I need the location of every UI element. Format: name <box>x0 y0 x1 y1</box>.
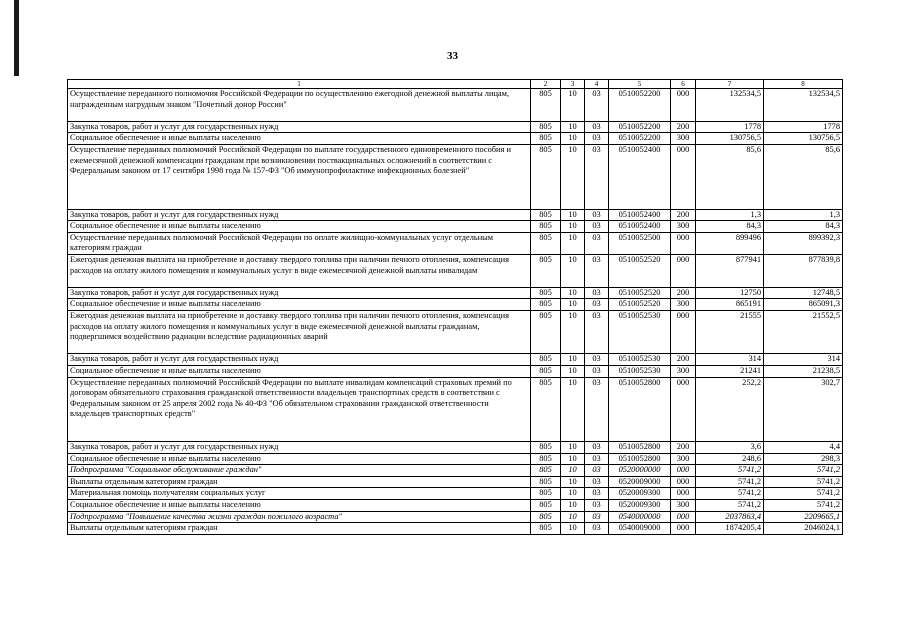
subsection-cell: 03 <box>585 310 609 353</box>
subsection-cell: 03 <box>585 377 609 442</box>
expense-type-cell: 200 <box>671 287 696 299</box>
target-article-cell: 0520009000 <box>609 476 671 488</box>
code-cell: 805 <box>531 476 561 488</box>
target-article-cell: 0510052530 <box>609 354 671 366</box>
code-cell: 805 <box>531 232 561 254</box>
section-cell: 10 <box>561 89 585 122</box>
expense-type-cell: 000 <box>671 523 696 535</box>
section-cell: 10 <box>561 133 585 145</box>
subsection-cell: 03 <box>585 133 609 145</box>
subsection-cell: 03 <box>585 365 609 377</box>
amount-cell: 899496 <box>696 232 764 254</box>
amount-cell: 865091,3 <box>764 299 843 311</box>
section-cell: 10 <box>561 511 585 523</box>
amount-cell: 5741,2 <box>764 476 843 488</box>
amount-cell: 21552,5 <box>764 310 843 353</box>
expense-type-cell: 200 <box>671 209 696 221</box>
code-cell: 805 <box>531 465 561 477</box>
amount-cell: 877839,8 <box>764 254 843 287</box>
header-cell: 1 <box>68 80 531 89</box>
table-row <box>68 354 843 366</box>
table-row <box>68 89 843 122</box>
table-row <box>68 144 843 209</box>
amount-cell: 252,2 <box>696 377 764 442</box>
amount-cell: 1874205,4 <box>696 523 764 535</box>
subsection-cell: 03 <box>585 488 609 500</box>
row-name-cell: Социальное обеспечение и иные выплаты населению <box>68 500 531 512</box>
code-cell: 805 <box>531 354 561 366</box>
row-name-cell: Подпрограмма "Повышение качества жизни граждан пожилого возраста" <box>68 511 531 523</box>
section-cell: 10 <box>561 465 585 477</box>
code-cell: 805 <box>531 453 561 465</box>
section-cell: 10 <box>561 310 585 353</box>
page-number: 33 <box>447 50 458 62</box>
code-cell: 805 <box>531 442 561 454</box>
amount-cell: 5741,2 <box>696 488 764 500</box>
subsection-cell: 03 <box>585 121 609 133</box>
expense-type-cell: 300 <box>671 453 696 465</box>
amount-cell: 5741,2 <box>696 465 764 477</box>
code-cell: 805 <box>531 500 561 512</box>
target-article-cell: 0510052520 <box>609 287 671 299</box>
expense-type-cell: 000 <box>671 232 696 254</box>
table-row <box>68 232 843 254</box>
section-cell: 10 <box>561 254 585 287</box>
amount-cell: 1778 <box>696 121 764 133</box>
amount-cell: 302,7 <box>764 377 843 442</box>
header-row <box>68 80 843 89</box>
amount-cell: 5741,2 <box>764 465 843 477</box>
amount-cell: 2046024,1 <box>764 523 843 535</box>
amount-cell: 130756,5 <box>764 133 843 145</box>
subsection-cell: 03 <box>585 287 609 299</box>
header-cell: 2 <box>531 80 561 89</box>
row-name-cell: Выплаты отдельным категориям граждан <box>68 476 531 488</box>
section-cell: 10 <box>561 476 585 488</box>
target-article-cell: 0520000000 <box>609 465 671 477</box>
target-article-cell: 0510052530 <box>609 310 671 353</box>
row-name-cell: Закупка товаров, работ и услуг для государственных нужд <box>68 442 531 454</box>
binding-mark <box>14 0 19 76</box>
code-cell: 805 <box>531 133 561 145</box>
target-article-cell: 0510052200 <box>609 89 671 122</box>
subsection-cell: 03 <box>585 354 609 366</box>
table-row <box>68 523 843 535</box>
section-cell: 10 <box>561 488 585 500</box>
code-cell: 805 <box>531 144 561 209</box>
amount-cell: 3,6 <box>696 442 764 454</box>
amount-cell: 21555 <box>696 310 764 353</box>
expense-type-cell: 000 <box>671 144 696 209</box>
table-row <box>68 442 843 454</box>
amount-cell: 298,3 <box>764 453 843 465</box>
subsection-cell: 03 <box>585 476 609 488</box>
code-cell: 805 <box>531 89 561 122</box>
subsection-cell: 03 <box>585 221 609 233</box>
table-row <box>68 500 843 512</box>
expense-type-cell: 200 <box>671 442 696 454</box>
row-name-cell: Подпрограмма "Социальное обслуживание граждан" <box>68 465 531 477</box>
amount-cell: 130756,5 <box>696 133 764 145</box>
amount-cell: 5741,2 <box>764 500 843 512</box>
table-row <box>68 121 843 133</box>
amount-cell: 877941 <box>696 254 764 287</box>
amount-cell: 21241 <box>696 365 764 377</box>
amount-cell: 85,6 <box>764 144 843 209</box>
amount-cell: 899392,3 <box>764 232 843 254</box>
table-row <box>68 465 843 477</box>
amount-cell: 4,4 <box>764 442 843 454</box>
expense-type-cell: 300 <box>671 365 696 377</box>
expense-type-cell: 000 <box>671 310 696 353</box>
row-name-cell: Закупка товаров, работ и услуг для государственных нужд <box>68 209 531 221</box>
table-row <box>68 209 843 221</box>
section-cell: 10 <box>561 121 585 133</box>
table-row <box>68 476 843 488</box>
budget-table <box>67 79 843 535</box>
row-name-cell: Осуществление переданных полномочий Российской Федерации по выплате государственного единовременного пособия и ежемесячной денежной компенсации гражданам при возникновении поствакцинальных осложнений в соответствии с Федеральным законом от 17 сентября 1998 года № 157-ФЗ "Об иммунопрофилактике инфекционных болезней" <box>68 144 531 209</box>
subsection-cell: 03 <box>585 442 609 454</box>
row-name-cell: Материальная помощь получателям социальных услуг <box>68 488 531 500</box>
table-row <box>68 365 843 377</box>
amount-cell: 5741,2 <box>696 476 764 488</box>
expense-type-cell: 000 <box>671 377 696 442</box>
target-article-cell: 0540000000 <box>609 511 671 523</box>
subsection-cell: 03 <box>585 89 609 122</box>
amount-cell: 314 <box>764 354 843 366</box>
expense-type-cell: 000 <box>671 254 696 287</box>
code-cell: 805 <box>531 377 561 442</box>
row-name-cell: Закупка товаров, работ и услуг для государственных нужд <box>68 287 531 299</box>
subsection-cell: 03 <box>585 209 609 221</box>
target-article-cell: 0510052400 <box>609 221 671 233</box>
section-cell: 10 <box>561 144 585 209</box>
amount-cell: 5741,2 <box>764 488 843 500</box>
amount-cell: 248,6 <box>696 453 764 465</box>
amount-cell: 314 <box>696 354 764 366</box>
subsection-cell: 03 <box>585 254 609 287</box>
section-cell: 10 <box>561 365 585 377</box>
row-name-cell: Ежегодная денежная выплата на приобретение и доставку твердого топлива при наличии печного отопления, компенсация расходов на оплату жилого помещения и коммунальных услуг в виде ежемесячной денежной выплаты инвалидам <box>68 254 531 287</box>
amount-cell: 2209665,1 <box>764 511 843 523</box>
amount-cell: 12750 <box>696 287 764 299</box>
subsection-cell: 03 <box>585 144 609 209</box>
amount-cell: 132534,5 <box>696 89 764 122</box>
expense-type-cell: 000 <box>671 476 696 488</box>
expense-type-cell: 000 <box>671 89 696 122</box>
code-cell: 805 <box>531 488 561 500</box>
amount-cell: 85,6 <box>696 144 764 209</box>
target-article-cell: 0540009000 <box>609 523 671 535</box>
target-article-cell: 0510052500 <box>609 232 671 254</box>
code-cell: 805 <box>531 287 561 299</box>
row-name-cell: Социальное обеспечение и иные выплаты населению <box>68 365 531 377</box>
row-name-cell: Закупка товаров, работ и услуг для государственных нужд <box>68 354 531 366</box>
subsection-cell: 03 <box>585 232 609 254</box>
header-cell: 4 <box>585 80 609 89</box>
code-cell: 805 <box>531 310 561 353</box>
section-cell: 10 <box>561 377 585 442</box>
section-cell: 10 <box>561 500 585 512</box>
row-name-cell: Ежегодная денежная выплата на приобретение и доставку твердого топлива при наличии печного отопления, компенсация расходов на оплату жилого помещения и коммунальных услуг в виде ежемесячной денежной выплаты гражданам, подвергшимся воздействию радиации вследствие радиационных аварий <box>68 310 531 353</box>
table-row <box>68 299 843 311</box>
expense-type-cell: 300 <box>671 221 696 233</box>
row-name-cell: Социальное обеспечение и иные выплаты населению <box>68 221 531 233</box>
amount-cell: 21238,5 <box>764 365 843 377</box>
amount-cell: 12748,5 <box>764 287 843 299</box>
section-cell: 10 <box>561 354 585 366</box>
amount-cell: 132534,5 <box>764 89 843 122</box>
expense-type-cell: 000 <box>671 511 696 523</box>
row-name-cell: Закупка товаров, работ и услуг для государственных нужд <box>68 121 531 133</box>
row-name-cell: Выплаты отдельным категориям граждан <box>68 523 531 535</box>
table-row <box>68 488 843 500</box>
target-article-cell: 0510052400 <box>609 209 671 221</box>
subsection-cell: 03 <box>585 299 609 311</box>
table-body <box>68 80 843 535</box>
row-name-cell: Социальное обеспечение и иные выплаты населению <box>68 133 531 145</box>
table-row <box>68 221 843 233</box>
section-cell: 10 <box>561 287 585 299</box>
code-cell: 805 <box>531 523 561 535</box>
table-row <box>68 254 843 287</box>
amount-cell: 1778 <box>764 121 843 133</box>
section-cell: 10 <box>561 442 585 454</box>
code-cell: 805 <box>531 365 561 377</box>
table-row <box>68 287 843 299</box>
row-name-cell: Социальное обеспечение и иные выплаты населению <box>68 299 531 311</box>
code-cell: 805 <box>531 121 561 133</box>
table-row <box>68 377 843 442</box>
section-cell: 10 <box>561 232 585 254</box>
section-cell: 10 <box>561 209 585 221</box>
table-row <box>68 133 843 145</box>
amount-cell: 5741,2 <box>696 500 764 512</box>
code-cell: 805 <box>531 221 561 233</box>
section-cell: 10 <box>561 453 585 465</box>
target-article-cell: 0510052800 <box>609 453 671 465</box>
section-cell: 10 <box>561 221 585 233</box>
expense-type-cell: 300 <box>671 133 696 145</box>
header-cell: 3 <box>561 80 585 89</box>
target-article-cell: 0510052520 <box>609 254 671 287</box>
target-article-cell: 0510052520 <box>609 299 671 311</box>
subsection-cell: 03 <box>585 453 609 465</box>
table-row <box>68 511 843 523</box>
target-article-cell: 0520009300 <box>609 488 671 500</box>
target-article-cell: 0510052400 <box>609 144 671 209</box>
subsection-cell: 03 <box>585 500 609 512</box>
code-cell: 805 <box>531 511 561 523</box>
expense-type-cell: 200 <box>671 354 696 366</box>
header-cell: 5 <box>609 80 671 89</box>
code-cell: 805 <box>531 299 561 311</box>
code-cell: 805 <box>531 209 561 221</box>
table-row <box>68 453 843 465</box>
expense-type-cell: 300 <box>671 500 696 512</box>
expense-type-cell: 000 <box>671 465 696 477</box>
subsection-cell: 03 <box>585 511 609 523</box>
target-article-cell: 0520009300 <box>609 500 671 512</box>
amount-cell: 2037863,4 <box>696 511 764 523</box>
expense-type-cell: 200 <box>671 121 696 133</box>
target-article-cell: 0510052200 <box>609 121 671 133</box>
expense-type-cell: 000 <box>671 488 696 500</box>
expense-type-cell: 300 <box>671 299 696 311</box>
target-article-cell: 0510052200 <box>609 133 671 145</box>
amount-cell: 1,3 <box>696 209 764 221</box>
section-cell: 10 <box>561 523 585 535</box>
amount-cell: 865191 <box>696 299 764 311</box>
subsection-cell: 03 <box>585 523 609 535</box>
amount-cell: 84,3 <box>696 221 764 233</box>
amount-cell: 1,3 <box>764 209 843 221</box>
row-name-cell: Осуществление переданных полномочий Российской Федерации по выплате инвалидам компенсаций страховых премий по договорам обязательного страхования гражданской ответственности владельцев транспортных средств в соответствии с Федеральным законом от 25 апреля 2002 года № 40-ФЗ "Об обязательном страховании гражданской ответственности владельцев транспортных средств" <box>68 377 531 442</box>
code-cell: 805 <box>531 254 561 287</box>
row-name-cell: Осуществление переданных полномочий Российской Федерации по оплате жилищно-коммунальных услуг отдельным категориям граждан <box>68 232 531 254</box>
amount-cell: 84,3 <box>764 221 843 233</box>
table-row <box>68 310 843 353</box>
section-cell: 10 <box>561 299 585 311</box>
row-name-cell: Социальное обеспечение и иные выплаты населению <box>68 453 531 465</box>
header-cell: 7 <box>696 80 764 89</box>
header-cell: 6 <box>671 80 696 89</box>
subsection-cell: 03 <box>585 465 609 477</box>
target-article-cell: 0510052800 <box>609 377 671 442</box>
target-article-cell: 0510052800 <box>609 442 671 454</box>
header-cell: 8 <box>764 80 843 89</box>
target-article-cell: 0510052530 <box>609 365 671 377</box>
row-name-cell: Осуществление переданного полномочия Российской Федерации по осуществлению ежегодной денежной выплаты лицам, награжденным нагрудным знаком "Почетный донор России" <box>68 89 531 122</box>
